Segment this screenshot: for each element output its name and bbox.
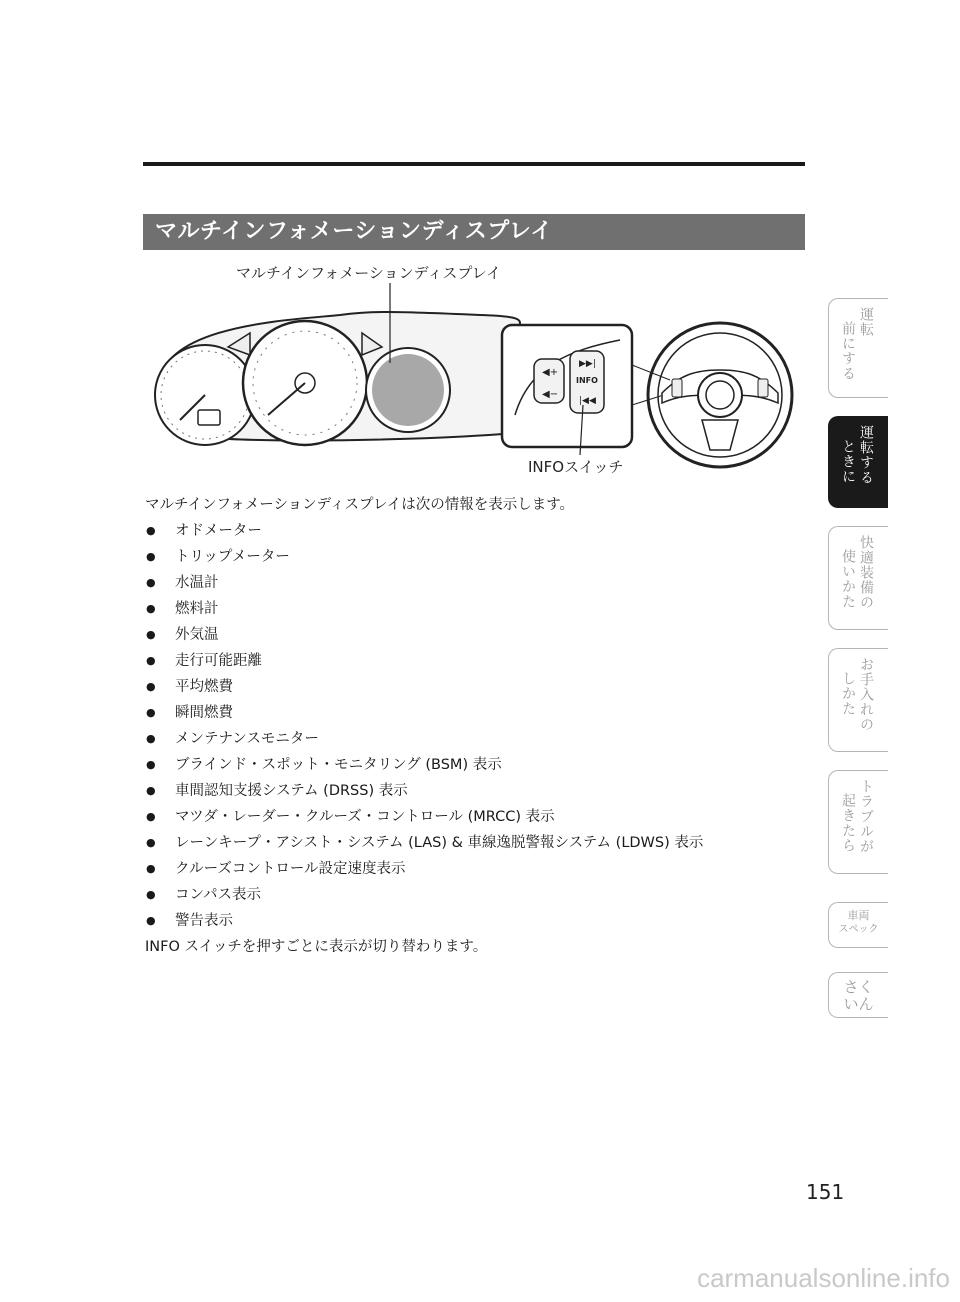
list-item: ● マツダ・レーダー・クルーズ・コントロール (MRCC) 表示	[145, 804, 805, 830]
list-item: ● レーンキープ・アシスト・システム (LAS) & 車線逸脱警報システム (LDWS) 表示	[145, 830, 805, 856]
list-item: ● 水温計	[145, 570, 805, 596]
list-item: ● 車間認知支援システム (DRSS) 表示	[145, 778, 805, 804]
list-item: ● オドメーター	[145, 518, 805, 544]
info-switch-callout-label: INFOスイッチ	[528, 458, 624, 476]
intro-text: マルチインフォメーションディスプレイは次の情報を表示します。	[145, 497, 575, 513]
tab-specifications[interactable]: 車両 スペック	[828, 902, 888, 948]
list-item: ● 警告表示	[145, 908, 805, 934]
tab-index[interactable]: さく いん	[828, 972, 888, 1018]
svg-text:INFO: INFO	[576, 376, 598, 385]
tab-troubleshooting[interactable]: トラブルが 起きたら	[828, 770, 888, 874]
watermark: carmanualsonline.info	[697, 1263, 950, 1293]
list-item: ● クルーズコントロール設定速度表示	[145, 856, 805, 882]
svg-text:▶▶|: ▶▶|	[579, 359, 596, 369]
list-item: ● 外気温	[145, 622, 805, 648]
list-item: ● メンテナンスモニター	[145, 726, 805, 752]
svg-text:◀−: ◀−	[542, 389, 559, 400]
multi-information-display	[372, 354, 444, 426]
list-item: ● 瞬間燃費	[145, 700, 805, 726]
section-title: マルチインフォメーションディスプレイ	[143, 214, 805, 250]
display-callout-label: マルチインフォメーションディスプレイ	[236, 264, 502, 282]
svg-text:|◀◀: |◀◀	[579, 396, 596, 406]
outro-text: INFO スイッチを押すごとに表示が切り替わります。	[145, 939, 488, 955]
info-list	[145, 518, 805, 934]
cluster-illustration	[150, 255, 800, 485]
list-item: ● 走行可能距離	[145, 648, 805, 674]
list-item: ● コンパス表示	[145, 882, 805, 908]
page-number: 151	[806, 1180, 845, 1204]
tab-maintenance[interactable]: お手入れの しかた	[828, 648, 888, 752]
tab-comfort-features[interactable]: 快適装備の 使いかた	[828, 526, 888, 630]
body-content	[145, 492, 805, 960]
list-item: ● 平均燃費	[145, 674, 805, 700]
top-rule	[143, 162, 805, 166]
list-item: ● 燃料計	[145, 596, 805, 622]
tab-while-driving[interactable]: 運転する ときに	[828, 416, 888, 508]
list-item: ● ブラインド・スポット・モニタリング (BSM) 表示	[145, 752, 805, 778]
switch-detail-inset	[502, 325, 632, 447]
list-item: ● トリップメーター	[145, 544, 805, 570]
tab-before-driving[interactable]: 運転 前にする	[828, 298, 888, 398]
svg-text:◀+: ◀+	[542, 367, 559, 378]
